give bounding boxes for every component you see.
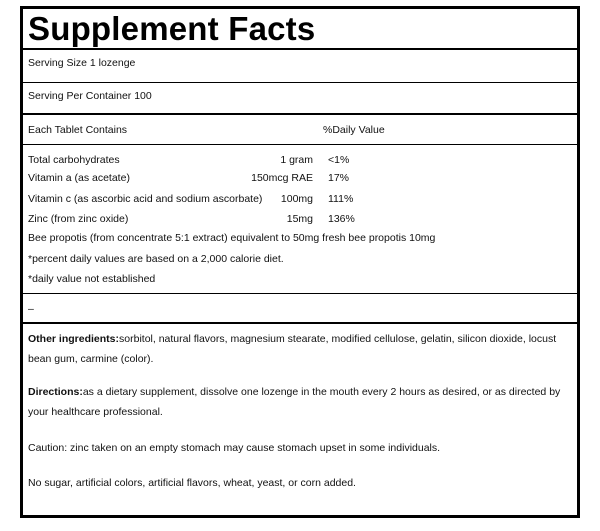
- nutrient-dv: 136%: [328, 213, 355, 225]
- panel-title: Supplement Facts: [28, 10, 316, 47]
- divider: [23, 82, 577, 83]
- nutrient-name: Zinc (from zinc oxide): [28, 213, 129, 225]
- servings-per-container: Serving Per Container 100: [28, 90, 152, 102]
- other-ingredients: [28, 329, 568, 369]
- nutrient-amount: 100mg: [280, 193, 313, 205]
- other-ingredients-text: sorbitol, natural flavors, magnesium stearate, modified cellulose, gelatin, silicon dioxide, locust bean gum, carmine (color).: [28, 333, 557, 365]
- other-ingredients-label: Other ingredients:: [28, 333, 120, 345]
- no-additives-text: No sugar, artificial colors, artificial flavors, wheat, yeast, or corn added.: [28, 477, 356, 489]
- propolis-line: Bee propotis (from concentrate 5:1 extract) equivalent to 50mg fresh bee propotis 10mg: [28, 232, 436, 244]
- caution-text: Caution: zinc taken on an empty stomach may cause stomach upset in some individuals.: [28, 442, 441, 454]
- directions: [28, 382, 568, 422]
- nutrient-amount: 150mcg RAE: [251, 172, 313, 184]
- table-header-label: Each Tablet Contains: [28, 124, 128, 136]
- divider: [23, 293, 577, 294]
- dash-line: –: [28, 303, 34, 315]
- nutrient-name: Vitamin a (as acetate): [28, 172, 130, 184]
- nutrient-amount: 1 gram: [280, 154, 313, 166]
- footnote-daily-values: *percent daily values are based on a 2,000 calorie diet.: [28, 253, 284, 265]
- directions-label: Directions:: [28, 386, 83, 398]
- daily-value-header: %Daily Value: [323, 124, 385, 136]
- nutrient-dv: 111%: [328, 193, 354, 205]
- directions-text: as a dietary supplement, dissolve one lozenge in the mouth every 2 hours as desired, or as directed by your healthcare professional.: [28, 386, 561, 418]
- supplement-facts-panel: [20, 6, 580, 518]
- nutrient-name: Total carbohydrates: [28, 154, 120, 166]
- nutrient-dv: <1%: [328, 154, 350, 166]
- nutrient-amount: 15mg: [286, 213, 313, 225]
- nutrient-dv: 17%: [328, 172, 350, 184]
- divider: [23, 144, 577, 145]
- footnote-not-established: *daily value not established: [28, 273, 156, 285]
- divider: [23, 48, 577, 50]
- divider: [23, 113, 577, 115]
- serving-size: Serving Size 1 lozenge: [28, 57, 136, 69]
- nutrient-name: Vitamin c (as ascorbic acid and sodium ascorbate): [28, 193, 263, 205]
- divider: [23, 322, 577, 324]
